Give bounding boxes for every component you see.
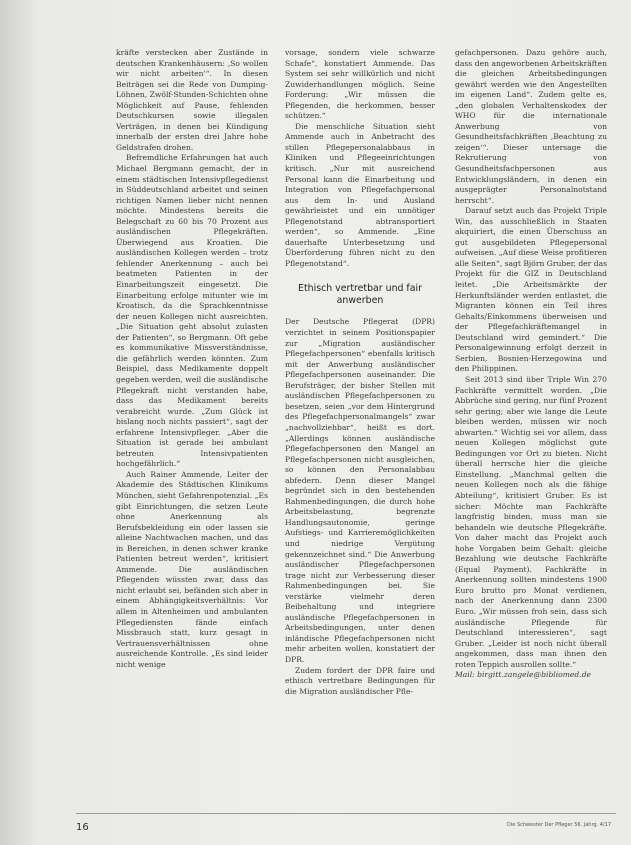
footer-rule — [76, 813, 616, 814]
page-number: 16 — [76, 822, 89, 833]
text-column-right — [455, 48, 607, 828]
paragraph: Seit 2013 sind über Triple Win 270 Fachkräfte vermittelt worden. „Die Abbrüche sind gering, nur fünf Prozent sehr gering; aber wie lange die Leute bleiben werden, müssen wir noch abwarten.“ Wichtig sei vor allem, dass neuen Kollegen möglichst gute Bedingungen vor Ort zu bieten. Nicht überall herrsche hier die gleiche Einstellung. „Manchmal gelten die neuen Kollegen noch als die fähige Abteilung“, kritisiert Gruber. Es ist sicher: Möchte man Fachkräfte langfristig binden, muss man sie behandeln wie deutsche Pflegekräfte. Von daher macht das Projekt auch hohe Vorgaben beim Gehalt: gleiche Bezahlung wie deutsche Fachkräfte (Equal Payment). Fachkräfte in Anerkennung sollten mindestens 1900 Euro brutto pro Monat verdienen, nach der Anerkennung dann 2300 Euro. „Wir müssen froh sein, dass sich ausländische Pflegende für Deutschland interessieren“, sagt Gruber. „Leider ist noch nicht überall angekommen, dass man ihnen den roten Teppich ausrollen sollte.“ — [455, 374, 607, 669]
paragraph: Der Deutsche Pflegerat (DPR) verzichtet in seinem Positionspapier zur „Migration ausländischer Pflegefachpersonen“ ebenfalls kritisch mit der Anwerbung ausländischer Pflegefachpersonen auseinander. Die Berufsträger, der bisher Stellen mit ausländischen Pflegefachpersonen zu besetzen, seien „vor dem Hintergrund des Pflegefachpersonalmangels“ zwar „nachvollziehbar“, heißt es dort. „Allerdings können ausländische Pflegefachpersonen den Mangel an Pflegefachpersonen nicht ausgleichen, so können den Personalabbau abfedern. Denn dieser Mangel begründet sich in den bestehenden Rahmenbedingungen, die durch hohe Arbeitsbelastung, begrenzte Handlungsautonomie, geringe Aufstiegs- und Karrieremöglichkeiten und niedrige Vergütung gekennzeichnet sind.“ Die Anwerbung ausländischer Pflegefachpersonen trage nicht zur Verbesserung dieser Rahmenbedingungen bei. Sie verstärke vielmehr deren Beibehaltung und integriere ausländische Pflegefachpersonen in Arbeitsbedingungen, unter denen inländische Pflegefachpersonen nicht mehr arbeiten wollen, konstatiert der DPR. — [285, 317, 435, 664]
paragraph: vorsage, sondern viele schwarze Schafe“, konstatiert Ammende. Das System sei sehr willkürlich und nicht Zuwiderhandlungen möglich. Seine Forderung: „Wir müssen die Pflegenden, die herkommen, besser schützen.“ — [285, 48, 435, 121]
paragraph: kräfte verstecken aber Zustände in deutschen Krankenhäusern: ‚So wollen wir nicht arbeiten'“. In diesen Beiträgen sei die Rede von Dumping-Löhnen, Zwölf-Stunden-Schichten ohne Möglichkeit auf Pause, fehlenden Deutschkursen sowie illegalen Verträgen, in denen bei Kündigung innerhalb der ersten drei Jahre hohe Geldstrafen drohen. — [116, 48, 268, 152]
paragraph: Auch Rainer Ammende, Leiter der Akademie des Städtischen Klinikums München, sieht Gefahrenpotenzial. „Es gibt Einrichtungen, die setzen Leute ohne Anerkennung als Berufsbekleidung ein oder lassen sie alleine Nachtwachen machen, und das in Bereichen, in denen schwer kranke Patienten betreut werden“, kritisiert Ammende. Die ausländischen Pflegenden wüssten zwar, dass das nicht erlaubt sei, befänden sich aber in einem Abhängigkeitsverhältnis: Vor allem in Altenheimen und ambulanten Pflegediensten fände einfach Missbrauch statt, kurz gesagt in Vertrauensverhältnissen ohne ausreichende Kontrolle. „Es sind leider nicht wenige — [116, 469, 268, 669]
author-email: Mail: birgitt.zangele@bibliomed.de — [455, 670, 592, 680]
paragraph: Die menschliche Situation sieht Ammende auch in Anbetracht des stillen Pflegepersonalabbaus in Kliniken und Pflegeeinrichtungen kritisch. „Nur mit ausreichend Personal kann die Einarbeitung und Integration von Pflegefachpersonal aus dem In- und Ausland gewährleistet und ein unnötiger Pflegenotstand abtransportiert werden“, so Ammende. „Eine dauerhafte Unterbesetzung und Überforderung führen nicht zu den Pflegenotstand“. — [285, 121, 435, 268]
paragraph: Befremdliche Erfahrungen hat auch Michael Bergmann gemacht, der in einem städtischen Intensivpflegedienst in Süddeutschland arbeitet und seinen richtigen Namen lieber nicht nennen möchte. Mindestens bereits die Belegschaft zu 60 bis 70 Prozent aus ausländischen Pflegekräften. Überwiegend aus Kroatien. Die ausländischen Kollegen werden – trotz fehlender Anerkennung – auch bei beatmeten Patienten in der Einarbeitungszeit eingesetzt. Die Einarbeitung erfolge mitunter wie im Kroatisch, da die Sprachkenntnisse der neuen Kollegen nicht ausreichten. „Die Situation geht absolut zulasten der Patienten“, so Bergmann. Oft gebe es kommunikative Missverständnisse, die gefährlich werden könnten. Zum Beispiel, dass Medikamente doppelt gegeben werden, weil die ausländische Pflegekraft nicht verstanden habe, dass das Medikament bereits verabreicht wurde. „Zum Glück ist bislang noch nichts passiert“, sagt der erfahrene Intensivpfleger. „Aber die Situation ist gerade bei ambulant betreuten Intensivpatienten hochgefährlich.“ — [116, 153, 268, 469]
section-heading: Ethisch vertretbar und fair anwerben — [298, 283, 422, 307]
paragraph: gefachpersonen. Dazu gehöre auch, dass den angeworbenen Arbeitskräften die gleichen Arbeitsbedingungen gewährt werden wie den Angestellten im eigenen Land“. Zudem gelte es, „den globalen Verhaltenskodex der WHO für die internationale Anwerbung von Gesundheitsfachkräften ‚Beachtung zu zeigen‘“. Dieser untersage die Rekrutierung von Gesundheitsfachpersonen aus Entwicklungsländern, in denen ein ausgeprägter Personalnotstand herrscht“. — [455, 48, 607, 205]
footer-publication: Die Schwester Der Pfleger 56. Jahrg. 4/17 — [507, 822, 611, 828]
text-column-middle — [285, 48, 435, 828]
paragraph: Darauf setzt auch das Projekt Triple Win, das ausschließlich in Staaten akquiriert, die einen Überschuss an gut ausgebildeten Pflegepersonal aufweisen. „Auf diese Weise profitieren alle Seiten“, sagt Björn Gruber, der das Projekt für die GIZ in Deutschland leitet. „Die Arbeitsmärkte der Herkunftsländer werden entlastet, die Migranten können ein Teil ihres Gehalts/Einkommens überweisen und der Pflegefachkräftemangel in Deutschland wird gemindert.“ Die Personalgewinnung erfolgt derzeit in Serbien, Bosnien-Herzegowina und den Philippinen. — [455, 206, 607, 374]
text-column-left — [116, 48, 268, 828]
paragraph: Zudem fordert der DPR faire und ethisch vertretbare Bedingungen für die Migration ausländischer Pfle- — [285, 665, 435, 696]
